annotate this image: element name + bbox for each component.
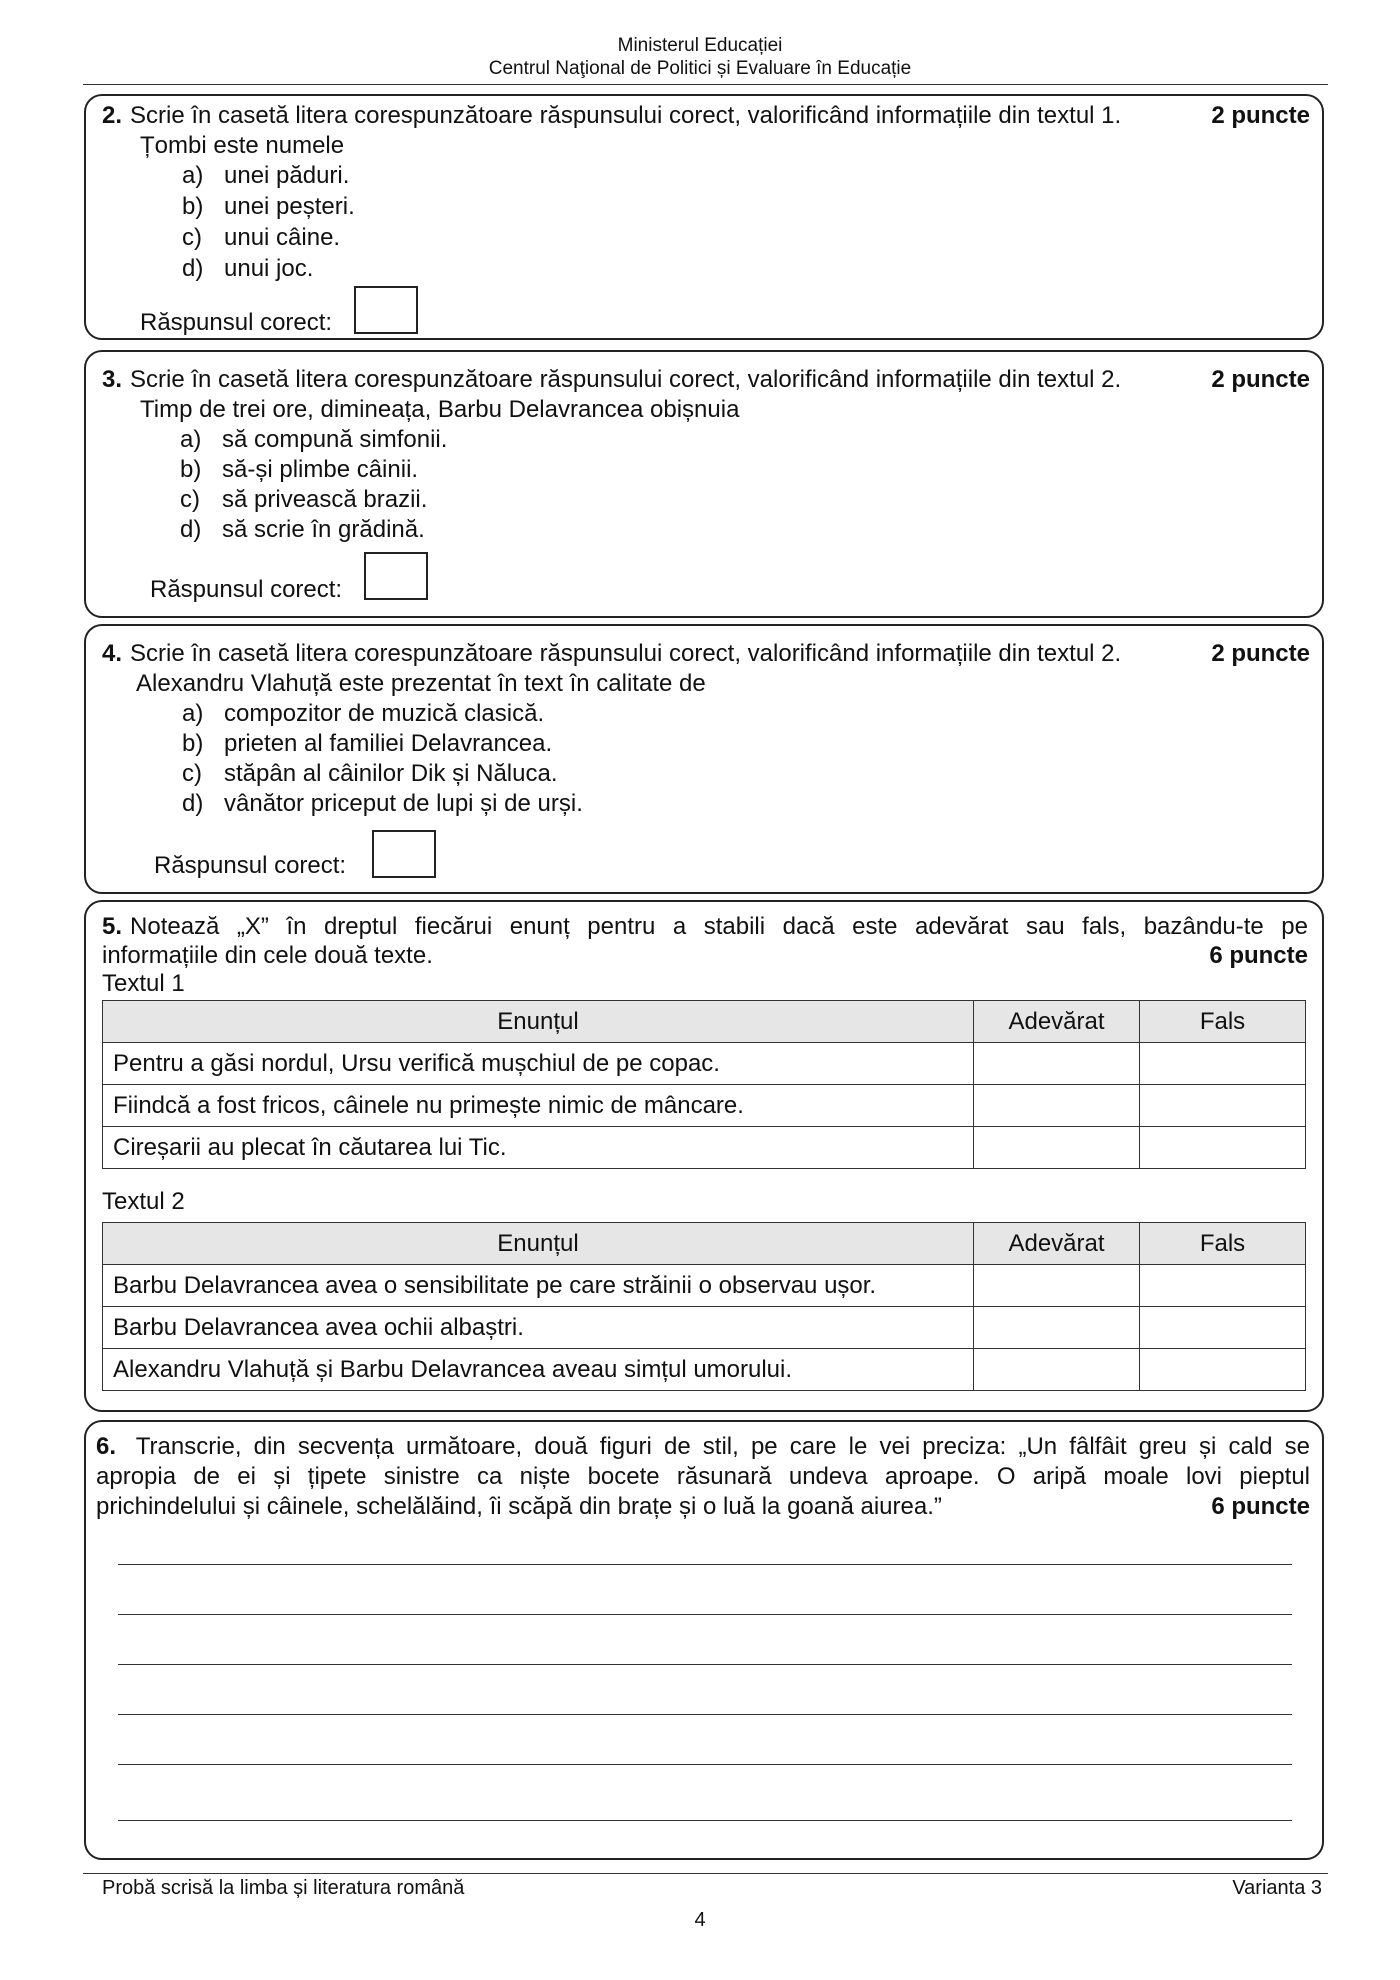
statement-cell: Barbu Delavrancea avea o sensibilitate pe care străinii o observau ușor. — [103, 1265, 974, 1307]
footer-divider — [83, 1873, 1328, 1874]
option-b: b) prieten al familiei Delavrancea. — [182, 730, 553, 757]
option-b: b) unei peșteri. — [182, 193, 355, 220]
answer-label: Răspunsul corect: — [154, 852, 347, 879]
footer-exam-title: Probă scrisă la limba și literatura română — [102, 1877, 465, 1899]
table-row — [103, 1085, 1306, 1127]
false-checkbox-cell[interactable] — [1140, 1265, 1306, 1307]
true-checkbox-cell[interactable] — [974, 1349, 1140, 1391]
answer-box[interactable] — [354, 286, 418, 334]
false-checkbox-cell[interactable] — [1140, 1085, 1306, 1127]
question-number: 5. — [102, 913, 123, 940]
answer-label: Răspunsul corect: — [150, 576, 343, 603]
question-instruction: Scrie în casetă litera corespunzătoare răspunsului corect, valorificând informațiile din textul 2. — [130, 640, 1122, 667]
question-points: 2 puncte — [1211, 366, 1310, 393]
question-5-instruction: 5. Notează „X” în dreptul fiecărui enunț pentru a stabili dacă este adevărat sau fals, bazându-te pe — [102, 913, 1308, 940]
question-number: 2. — [102, 102, 123, 129]
column-header-false: Fals — [1140, 1223, 1306, 1265]
false-checkbox-cell[interactable] — [1140, 1043, 1306, 1085]
question-instruction: Scrie în casetă litera corespunzătoare răspunsului corect, valorificând informațiile din textul 2. — [130, 366, 1122, 393]
question-2-box — [84, 94, 1324, 340]
false-checkbox-cell[interactable] — [1140, 1307, 1306, 1349]
header-center: Centrul Naţional de Politici și Evaluare în Educație — [488, 58, 912, 79]
option-d: d) să scrie în grădină. — [180, 516, 425, 543]
page-header — [0, 34, 1400, 80]
question-points: 6 puncte — [1211, 1493, 1310, 1520]
question-2-header — [102, 102, 1310, 130]
table-row — [103, 1307, 1306, 1349]
question-number: 6. — [96, 1433, 117, 1460]
statement-cell: Barbu Delavrancea avea ochii albaștri. — [103, 1307, 974, 1349]
option-b: b) să-și plimbe câinii. — [180, 456, 419, 483]
table-row — [103, 1349, 1306, 1391]
question-stem: Timp de trei ore, dimineața, Barbu Delavrancea obișnuia — [140, 396, 740, 423]
footer-variant: Varianta 3 — [1232, 1877, 1322, 1899]
option-d: d) vânător priceput de lupi și de urși. — [182, 790, 583, 817]
question-number: 3. — [102, 366, 123, 393]
question-instruction: Scrie în casetă litera corespunzătoare răspunsului corect, valorificând informațiile din textul 1. — [130, 102, 1122, 129]
statement-cell: Pentru a găsi nordul, Ursu verifică mușchiul de pe copac. — [103, 1043, 974, 1085]
true-checkbox-cell[interactable] — [974, 1085, 1140, 1127]
question-5-box — [84, 900, 1324, 1412]
option-c: c) stăpân al câinilor Dik și Năluca. — [182, 760, 558, 787]
option-a: a) să compună simfonii. — [180, 426, 448, 453]
question-points: 2 puncte — [1211, 102, 1310, 129]
statement-cell: Alexandru Vlahuță și Barbu Delavrancea aveau simțul umorului. — [103, 1349, 974, 1391]
question-4-header — [102, 640, 1310, 668]
true-checkbox-cell[interactable] — [974, 1127, 1140, 1169]
header-ministry: Ministerul Educației — [617, 35, 783, 56]
true-false-table-1 — [102, 1000, 1306, 1169]
true-checkbox-cell[interactable] — [974, 1265, 1140, 1307]
answer-box[interactable] — [364, 552, 428, 600]
column-header-false: Fals — [1140, 1001, 1306, 1043]
header-divider — [83, 84, 1328, 85]
false-checkbox-cell[interactable] — [1140, 1349, 1306, 1391]
answer-box[interactable] — [372, 830, 436, 878]
question-points: 2 puncte — [1211, 640, 1310, 667]
table-row — [103, 1265, 1306, 1307]
page-number: 4 — [694, 1909, 706, 1931]
true-checkbox-cell[interactable] — [974, 1307, 1140, 1349]
answer-writing-line[interactable] — [118, 1664, 1292, 1665]
column-header-true: Adevărat — [974, 1001, 1140, 1043]
option-c: c) unui câine. — [182, 224, 341, 251]
table-row — [103, 1127, 1306, 1169]
question-number: 4. — [102, 640, 123, 667]
column-header-statement: Enunțul — [103, 1223, 974, 1265]
answer-writing-line[interactable] — [118, 1820, 1292, 1821]
question-4-box — [84, 624, 1324, 894]
option-c: c) să privească brazii. — [180, 486, 428, 513]
question-3-header — [102, 366, 1310, 394]
question-3-box — [84, 350, 1324, 618]
question-stem: Țombi este numele — [140, 132, 345, 159]
answer-writing-line[interactable] — [118, 1564, 1292, 1565]
option-a: a) compozitor de muzică clasică. — [182, 700, 545, 727]
true-checkbox-cell[interactable] — [974, 1043, 1140, 1085]
answer-label: Răspunsul corect: — [140, 309, 333, 336]
option-d: d) unui joc. — [182, 255, 314, 282]
question-6-box — [84, 1420, 1324, 1860]
question-points: 6 puncte — [1209, 942, 1308, 969]
question-5-instruction-line2: informațiile din cele două texte. 6 puncte — [102, 942, 1308, 969]
question-6-instruction: 6. Transcrie, din secvența următoare, două figuri de stil, pe care le vei preciza: „Un fâlfâit greu și cald se apropia de ei și țipete sinistre ca niște bocete răsunară undeva aproape. O aripă moale lovi pieptul prichindelului și câinele, schelălăind, îi scăpă din brațe și o luă la goană aiurea.” 6 puncte — [96, 1433, 1310, 1520]
answer-writing-line[interactable] — [118, 1614, 1292, 1615]
question-stem: Alexandru Vlahuță este prezentat în text în calitate de — [136, 670, 706, 697]
answer-writing-line[interactable] — [118, 1764, 1292, 1765]
false-checkbox-cell[interactable] — [1140, 1127, 1306, 1169]
text1-label: Textul 1 — [102, 970, 185, 997]
true-false-table-2 — [102, 1222, 1306, 1391]
column-header-statement: Enunțul — [103, 1001, 974, 1043]
answer-writing-line[interactable] — [118, 1714, 1292, 1715]
table-row — [103, 1043, 1306, 1085]
statement-cell: Cireșarii au plecat în căutarea lui Tic. — [103, 1127, 974, 1169]
statement-cell: Fiindcă a fost fricos, câinele nu primește nimic de mâncare. — [103, 1085, 974, 1127]
text2-label: Textul 2 — [102, 1188, 185, 1215]
option-a: a) unei păduri. — [182, 162, 350, 189]
column-header-true: Adevărat — [974, 1223, 1140, 1265]
